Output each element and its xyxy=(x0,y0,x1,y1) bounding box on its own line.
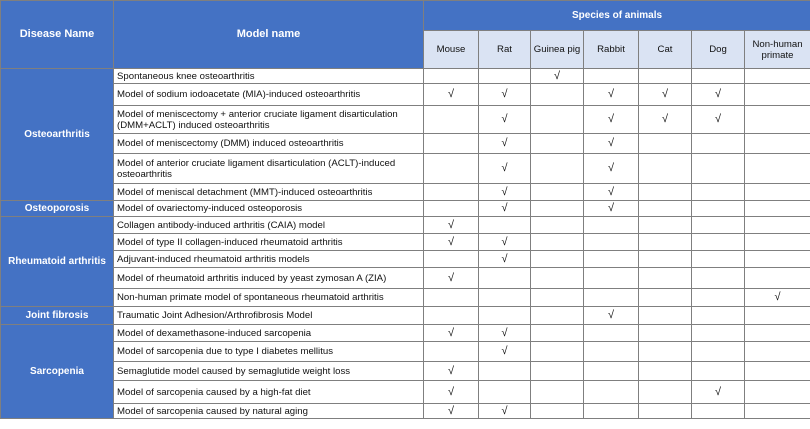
check-cell xyxy=(692,134,745,154)
check-cell xyxy=(531,106,584,134)
check-cell xyxy=(584,289,639,307)
check-cell xyxy=(584,69,639,84)
check-cell xyxy=(745,84,810,106)
check-cell xyxy=(584,342,639,362)
check-cell xyxy=(745,325,810,342)
check-cell xyxy=(639,69,692,84)
check-cell: √ xyxy=(584,84,639,106)
check-cell xyxy=(531,201,584,217)
check-cell: √ xyxy=(479,342,531,362)
check-cell: √ xyxy=(692,84,745,106)
check-cell xyxy=(639,404,692,419)
check-cell xyxy=(424,307,479,325)
check-cell xyxy=(424,69,479,84)
check-cell xyxy=(531,184,584,201)
check-cell xyxy=(745,268,810,289)
check-cell: √ xyxy=(584,201,639,217)
check-cell xyxy=(479,362,531,381)
check-cell xyxy=(745,251,810,268)
disease-cell-osteoarthritis: Osteoarthritis xyxy=(1,69,114,201)
check-cell xyxy=(639,234,692,251)
check-cell xyxy=(745,69,810,84)
model-cell: Spontaneous knee osteoarthritis xyxy=(114,69,424,84)
check-cell: √ xyxy=(479,201,531,217)
model-cell: Model of meniscal detachment (MMT)-induced osteoarthritis xyxy=(114,184,424,201)
table-row xyxy=(1,289,810,307)
check-cell xyxy=(692,217,745,234)
species-header-rabbit: Rabbit xyxy=(584,31,639,69)
model-cell: Model of sodium iodoacetate (MIA)-induced osteoarthritis xyxy=(114,84,424,106)
check-cell: √ xyxy=(424,404,479,419)
table-row xyxy=(1,342,810,362)
check-cell xyxy=(424,134,479,154)
check-cell xyxy=(531,154,584,184)
check-cell: √ xyxy=(745,289,810,307)
check-cell: √ xyxy=(639,84,692,106)
check-cell: √ xyxy=(692,381,745,404)
model-cell: Model of type II collagen-induced rheumatoid arthritis xyxy=(114,234,424,251)
table-row xyxy=(1,362,810,381)
check-cell xyxy=(639,307,692,325)
check-cell xyxy=(745,362,810,381)
check-cell xyxy=(639,134,692,154)
model-cell: Adjuvant-induced rheumatoid arthritis models xyxy=(114,251,424,268)
check-cell xyxy=(424,106,479,134)
check-cell xyxy=(639,154,692,184)
check-cell xyxy=(745,154,810,184)
check-cell: √ xyxy=(424,381,479,404)
check-cell xyxy=(692,69,745,84)
species-group-header: Species of animals xyxy=(424,1,810,31)
species-header-rat: Rat xyxy=(479,31,531,69)
check-cell: √ xyxy=(479,325,531,342)
check-cell: √ xyxy=(424,268,479,289)
table-row xyxy=(1,325,810,342)
check-cell xyxy=(531,84,584,106)
check-cell xyxy=(479,381,531,404)
model-cell: Model of sarcopenia due to type I diabetes mellitus xyxy=(114,342,424,362)
table-row xyxy=(1,268,810,289)
table-row xyxy=(1,251,810,268)
check-cell xyxy=(424,251,479,268)
check-cell xyxy=(584,325,639,342)
table-row xyxy=(1,184,810,201)
check-cell: √ xyxy=(479,251,531,268)
check-cell xyxy=(692,234,745,251)
table-row xyxy=(1,154,810,184)
check-cell xyxy=(424,184,479,201)
model-cell: Model of meniscectomy (DMM) induced osteoarthritis xyxy=(114,134,424,154)
disease-cell-rheumatoid-arthritis: Rheumatoid arthritis xyxy=(1,217,114,307)
check-cell: √ xyxy=(479,154,531,184)
check-cell xyxy=(745,234,810,251)
check-cell xyxy=(692,342,745,362)
check-cell xyxy=(531,217,584,234)
check-cell xyxy=(584,362,639,381)
check-cell xyxy=(531,362,584,381)
check-cell xyxy=(639,325,692,342)
check-cell xyxy=(479,217,531,234)
species-header-mouse: Mouse xyxy=(424,31,479,69)
check-cell xyxy=(584,251,639,268)
model-cell: Model of rheumatoid arthritis induced by yeast zymosan A (ZIA) xyxy=(114,268,424,289)
table-row xyxy=(1,84,810,106)
model-name-header: Model name xyxy=(114,1,424,69)
check-cell: √ xyxy=(479,404,531,419)
species-header-non-human-primate: Non-human primate xyxy=(745,31,810,69)
check-cell: √ xyxy=(584,184,639,201)
check-cell xyxy=(692,268,745,289)
model-cell: Non-human primate model of spontaneous rheumatoid arthritis xyxy=(114,289,424,307)
model-cell: Collagen antibody-induced arthritis (CAIA) model xyxy=(114,217,424,234)
model-cell: Model of dexamethasone-induced sarcopenia xyxy=(114,325,424,342)
check-cell xyxy=(745,404,810,419)
check-cell xyxy=(639,251,692,268)
check-cell xyxy=(639,217,692,234)
check-cell: √ xyxy=(424,234,479,251)
check-cell xyxy=(424,201,479,217)
check-cell: √ xyxy=(424,325,479,342)
check-cell xyxy=(424,154,479,184)
check-cell xyxy=(531,289,584,307)
check-cell: √ xyxy=(584,106,639,134)
check-cell xyxy=(692,184,745,201)
species-header-guinea-pig: Guinea pig xyxy=(531,31,584,69)
check-cell xyxy=(424,289,479,307)
check-cell xyxy=(745,307,810,325)
check-cell xyxy=(692,325,745,342)
check-cell: √ xyxy=(479,84,531,106)
check-cell xyxy=(692,307,745,325)
disease-cell-sarcopenia: Sarcopenia xyxy=(1,325,114,419)
check-cell xyxy=(639,201,692,217)
check-cell xyxy=(584,381,639,404)
table-row xyxy=(1,134,810,154)
table-row xyxy=(1,234,810,251)
check-cell: √ xyxy=(424,362,479,381)
check-cell xyxy=(479,69,531,84)
check-cell xyxy=(692,289,745,307)
check-cell xyxy=(639,342,692,362)
check-cell: √ xyxy=(424,84,479,106)
check-cell xyxy=(745,381,810,404)
check-cell: √ xyxy=(531,69,584,84)
check-cell: √ xyxy=(584,154,639,184)
check-cell xyxy=(745,201,810,217)
species-header-cat: Cat xyxy=(639,31,692,69)
check-cell: √ xyxy=(479,184,531,201)
check-cell xyxy=(531,268,584,289)
table-row xyxy=(1,307,810,325)
check-cell: √ xyxy=(639,106,692,134)
table-row xyxy=(1,381,810,404)
check-cell xyxy=(531,251,584,268)
check-cell xyxy=(692,404,745,419)
check-cell xyxy=(531,234,584,251)
check-cell xyxy=(531,134,584,154)
model-cell: Semaglutide model caused by semaglutide weight loss xyxy=(114,362,424,381)
model-cell: Model of ovariectomy-induced osteoporosis xyxy=(114,201,424,217)
check-cell xyxy=(745,106,810,134)
check-cell: √ xyxy=(479,234,531,251)
check-cell xyxy=(584,404,639,419)
check-cell xyxy=(692,154,745,184)
check-cell: √ xyxy=(424,217,479,234)
check-cell xyxy=(639,289,692,307)
check-cell xyxy=(479,268,531,289)
check-cell xyxy=(639,362,692,381)
check-cell xyxy=(692,201,745,217)
check-cell xyxy=(531,307,584,325)
check-cell: √ xyxy=(584,134,639,154)
check-cell xyxy=(639,381,692,404)
check-cell xyxy=(531,381,584,404)
model-cell: Traumatic Joint Adhesion/Arthrofibrosis Model xyxy=(114,307,424,325)
check-cell xyxy=(531,325,584,342)
check-cell xyxy=(584,217,639,234)
check-cell xyxy=(479,307,531,325)
disease-name-header: Disease Name xyxy=(1,1,114,69)
model-cell: Model of anterior cruciate ligament disarticulation (ACLT)-induced osteoarthritis xyxy=(114,154,424,184)
check-cell xyxy=(692,251,745,268)
check-cell xyxy=(745,217,810,234)
check-cell xyxy=(424,342,479,362)
check-cell xyxy=(584,234,639,251)
check-cell xyxy=(692,362,745,381)
disease-cell-joint-fibrosis: Joint fibrosis xyxy=(1,307,114,325)
table-row xyxy=(1,201,810,217)
check-cell: √ xyxy=(692,106,745,134)
table-row xyxy=(1,69,810,84)
disease-cell-osteoporosis: Osteoporosis xyxy=(1,201,114,217)
check-cell: √ xyxy=(584,307,639,325)
check-cell xyxy=(639,184,692,201)
species-header-dog: Dog xyxy=(692,31,745,69)
check-cell xyxy=(639,268,692,289)
check-cell xyxy=(584,268,639,289)
check-cell xyxy=(745,342,810,362)
table-row xyxy=(1,217,810,234)
model-cell: Model of sarcopenia caused by a high-fat diet xyxy=(114,381,424,404)
check-cell xyxy=(531,342,584,362)
check-cell: √ xyxy=(479,134,531,154)
check-cell xyxy=(745,184,810,201)
model-cell: Model of meniscectomy + anterior cruciate ligament disarticulation (DMM+ACLT) induced osteoarthritis xyxy=(114,106,424,134)
check-cell xyxy=(479,289,531,307)
check-cell: √ xyxy=(479,106,531,134)
table-row xyxy=(1,106,810,134)
check-cell xyxy=(745,134,810,154)
check-cell xyxy=(531,404,584,419)
table-row xyxy=(1,404,810,419)
model-cell: Model of sarcopenia caused by natural aging xyxy=(114,404,424,419)
